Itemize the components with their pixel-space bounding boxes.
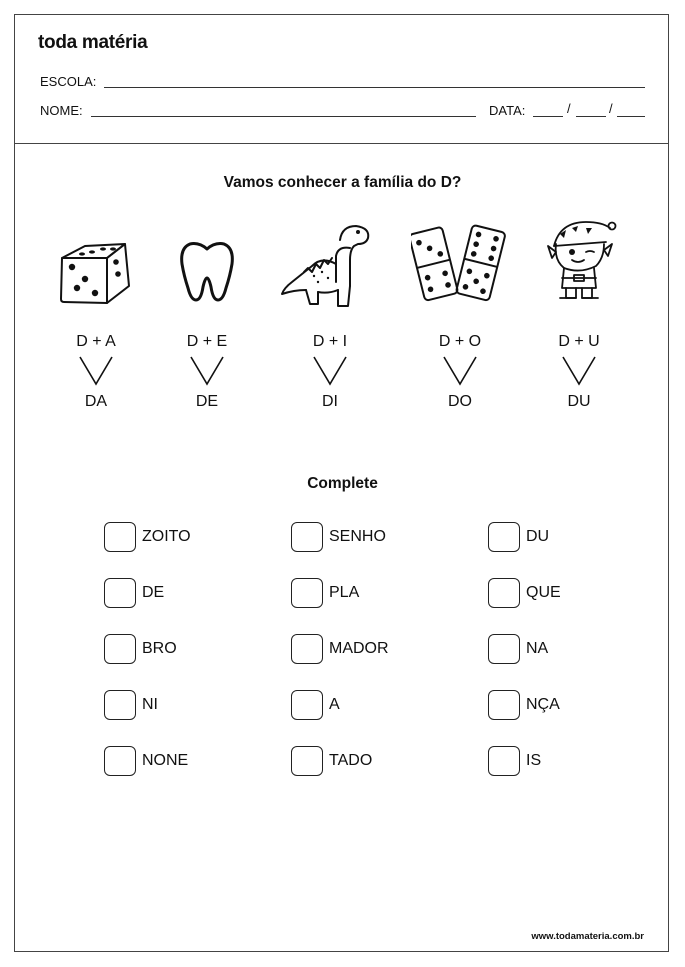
date-separator: /: [567, 101, 571, 116]
word-fragment: SENHO: [329, 528, 386, 545]
answer-box[interactable]: [104, 746, 136, 776]
merge-arrow-icon: [443, 356, 477, 386]
answer-box[interactable]: [291, 578, 323, 608]
word-fragment: ZOITO: [142, 528, 191, 545]
answer-box[interactable]: [291, 746, 323, 776]
word-fragment: NI: [142, 696, 158, 713]
syllable-da: DA: [84, 393, 108, 410]
date-month-field[interactable]: [576, 116, 606, 117]
formula-da: D + A: [76, 333, 116, 350]
word-fragment: QUE: [526, 584, 561, 601]
family-title: Vamos conhecer a família do D?: [223, 174, 462, 191]
elf-icon: [542, 214, 620, 306]
dice-icon: [55, 236, 135, 308]
formula-do: D + O: [438, 333, 482, 350]
complete-title: Complete: [307, 475, 378, 492]
answer-box[interactable]: [488, 634, 520, 664]
footer-website: www.todamateria.com.br: [531, 931, 644, 942]
word-fragment: NA: [526, 640, 549, 657]
date-label: DATA:: [489, 103, 526, 118]
merge-arrow-icon: [190, 356, 224, 386]
header-divider: [14, 143, 669, 144]
formula-di: D + I: [312, 333, 348, 350]
dinosaur-icon: [278, 220, 374, 312]
word-fragment: BRO: [142, 640, 177, 657]
answer-box[interactable]: [488, 690, 520, 720]
formula-du: D + U: [558, 333, 600, 350]
school-field[interactable]: [104, 87, 645, 88]
tooth-icon: [176, 240, 238, 304]
answer-box[interactable]: [291, 634, 323, 664]
merge-arrow-icon: [79, 356, 113, 386]
answer-box[interactable]: [488, 746, 520, 776]
merge-arrow-icon: [562, 356, 596, 386]
answer-box[interactable]: [291, 522, 323, 552]
word-fragment: PLA: [329, 584, 360, 601]
name-field[interactable]: [91, 116, 476, 117]
syllable-de: DE: [195, 393, 219, 410]
word-fragment: A: [329, 696, 340, 713]
word-fragment: NONE: [142, 752, 189, 769]
word-fragment: DE: [142, 584, 165, 601]
name-label: NOME:: [40, 103, 83, 118]
word-fragment: NÇA: [526, 696, 560, 713]
logo: toda matéria: [38, 32, 148, 53]
school-label: ESCOLA:: [40, 74, 97, 89]
word-fragment: DU: [526, 528, 550, 545]
answer-box[interactable]: [488, 522, 520, 552]
answer-box[interactable]: [104, 634, 136, 664]
answer-box[interactable]: [291, 690, 323, 720]
answer-box[interactable]: [104, 522, 136, 552]
syllable-do: DO: [448, 393, 472, 410]
syllable-di: DI: [322, 393, 338, 410]
date-separator: /: [609, 101, 613, 116]
word-fragment: TADO: [329, 752, 373, 769]
word-fragment: MADOR: [329, 640, 389, 657]
answer-box[interactable]: [488, 578, 520, 608]
answer-box[interactable]: [104, 578, 136, 608]
word-fragment: IS: [526, 752, 542, 769]
domino-icon: [411, 222, 507, 310]
formula-de: D + E: [186, 333, 228, 350]
date-day-field[interactable]: [533, 116, 563, 117]
answer-box[interactable]: [104, 690, 136, 720]
date-year-field[interactable]: [617, 116, 645, 117]
syllable-du: DU: [567, 393, 591, 410]
merge-arrow-icon: [313, 356, 347, 386]
